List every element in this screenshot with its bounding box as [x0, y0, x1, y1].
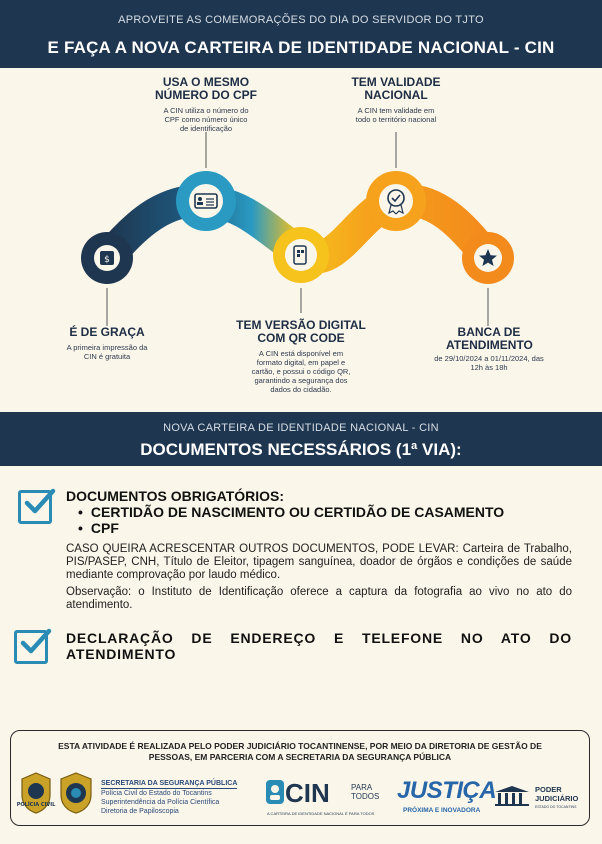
section-subtitle: NOVA CARTEIRA DE IDENTIDADE NACIONAL - CIN	[163, 422, 439, 434]
secretaria-text: SECRETARIA DA SEGURANÇA PÚBLICA Polícia Civil do Estado do Tocantins Superintendência da Polícia Científica Diretoria de Papiloscopia	[101, 780, 238, 815]
badge-label: POLÍCIA CIVIL	[16, 802, 56, 808]
feature-banca-desc: de 29/10/2024 a 01/11/2024, das 12h às 18h	[434, 354, 544, 372]
feature-digital	[226, 319, 376, 394]
feature-cpf-title: USA O MESMO NÚMERO DO CPF	[155, 75, 257, 102]
feature-gratis	[52, 326, 162, 361]
feature-banca-title: BANCA DE ATENDIMENTO	[446, 325, 533, 352]
feature-validade-desc: A CIN tem validade em todo o território nacional	[355, 106, 437, 124]
section-title: DOCUMENTOS NECESSÁRIOS (1ª VIA):	[140, 440, 462, 459]
feature-cpf	[146, 76, 266, 133]
optional-docs-text: CASO QUEIRA ACRESCENTAR OUTROS DOCUMENTOS, PODE LEVAR: Carteira de Trabalho, PIS/PASEP, CNH, Título de Eleitor, tipagem sanguínea, doador de órgãos e condições de saúde mediante comprovação por laudo médico.	[66, 543, 572, 581]
feature-gratis-title: É DE GRAÇA	[69, 325, 145, 339]
state-badge	[57, 771, 95, 820]
section-banner	[0, 412, 602, 466]
justica-tagline: PRÓXIMA E INOVADORA	[403, 807, 481, 814]
node-digital	[273, 227, 329, 283]
feature-gratis-desc: A primeira impressão da CIN é gratuita	[66, 343, 148, 361]
feature-validade	[336, 76, 456, 124]
node-cpf	[176, 171, 236, 231]
list-item: • CPF	[78, 520, 504, 536]
cin-para-todos: PARA TODOS	[351, 783, 380, 801]
checkbox-icon	[14, 630, 48, 664]
poder-judiciario-tagline: ESTADO DO TOCANTINS	[535, 805, 577, 809]
checkbox-icon	[18, 490, 52, 524]
policia-civil-badge	[16, 771, 56, 820]
feature-digital-desc: A CIN está disponível em formato digital, em papel e cartão, e possui o código QR, garantindo a segurança dos dados do cidadão.	[251, 349, 351, 394]
banner-title: E FAÇA A NOVA CARTEIRA DE IDENTIDADE NACIONAL - CIN	[47, 38, 555, 57]
poder-judiciario-logo: PODER JUDICIÁRIO	[535, 785, 579, 803]
requirements-section	[0, 466, 602, 728]
feature-banca	[422, 326, 556, 372]
feature-validade-title: TEM VALIDADE NACIONAL	[351, 75, 441, 102]
columns-icon	[493, 785, 531, 812]
address-declaration: DECLARAÇÃO DE ENDEREÇO E TELEFONE NO ATO DO ATENDIMENTO	[66, 630, 572, 662]
partnership-notice: ESTA ATIVIDADE É REALIZADA PELO PODER JUDICIÁRIO TOCANTINENSE, POR MEIO DA DIRETORIA DE GESTÃO DE PESSOAS, EM PARCERIA COM A SECRETARIA DA SEGURANÇA PÚBLICA	[58, 741, 542, 762]
banner-subtitle: APROVEITE AS COMEMORAÇÕES DO DIA DO SERVIDOR DO TJTO	[118, 14, 484, 26]
cin-logo-icon	[265, 779, 285, 810]
feature-digital-title: TEM VERSÃO DIGITAL COM QR CODE	[236, 318, 366, 345]
node-gratis	[81, 232, 133, 284]
cin-tagline: A CARTEIRA DE IDENTIDADE NACIONAL É PARA TODOS	[267, 811, 375, 816]
mandatory-docs-title: DOCUMENTOS OBRIGATÓRIOS:	[66, 488, 285, 504]
node-banca	[462, 232, 514, 284]
feature-cpf-desc: A CIN utiliza o número do CPF como número único de identificação	[163, 106, 249, 133]
svg-text:$: $	[104, 255, 110, 265]
node-validade	[366, 171, 426, 231]
mandatory-docs-list	[78, 504, 504, 536]
features-infographic	[0, 68, 602, 412]
observation-text: Observação: o Instituto de Identificação oferece a captura da fotografia ao vivo no ato do atendimento.	[66, 586, 572, 611]
cin-logo: CIN	[285, 778, 330, 808]
top-banner	[0, 0, 602, 68]
partners-footer	[10, 730, 590, 826]
list-item: • CERTIDÃO DE NASCIMENTO OU CERTIDÃO DE CASAMENTO	[78, 504, 504, 520]
justica-logo: JUSTIÇA	[397, 777, 497, 804]
